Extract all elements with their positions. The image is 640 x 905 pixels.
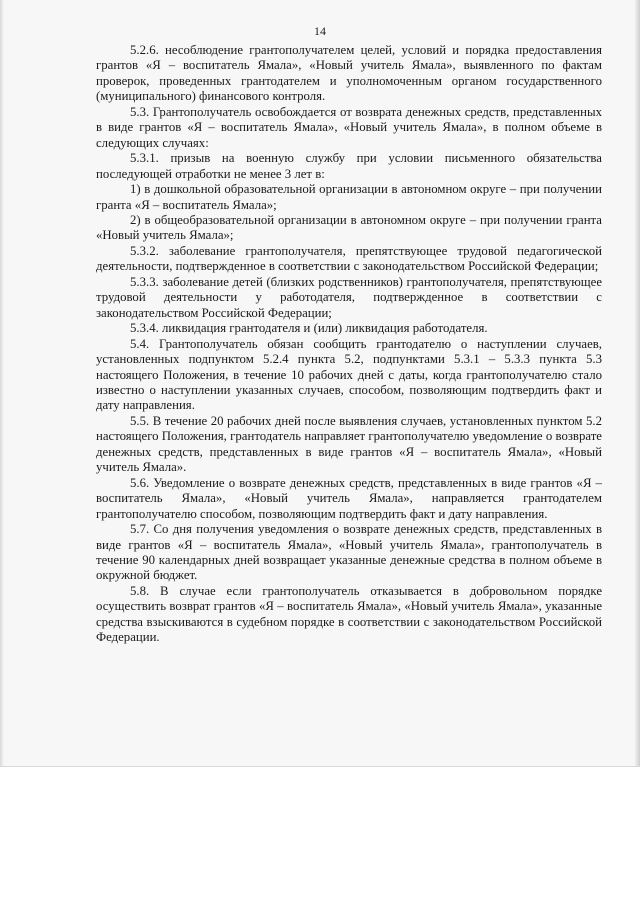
- page-edge-left: [0, 0, 4, 766]
- paragraph-5-6: 5.6. Уведомление о возврате денежных средств, представленных в виде грантов «Я – воспитатель Ямала», «Новый учитель Ямала», направляется грантодателем грантополучателю способом, позволяющим подтвердить факт и дату направления.: [96, 475, 602, 521]
- paragraph-5-7: 5.7. Со дня получения уведомления о возврате денежных средств, представленных в виде грантов «Я – воспитатель Ямала», «Новый учитель Ямала», грантополучатель в течение 90 календарных дней возвращает указанные денежные средства в полном объеме в окружной бюджет.: [96, 522, 602, 583]
- paragraph-5-5: 5.5. В течение 20 рабочих дней после выявления случаев, установленных пунктом 5.2 настоящего Положения, грантодатель направляет грантополучателю уведомление о возврате денежных средств, представленных в виде грантов «Я – воспитатель Ямала», «Новый учитель Ямала».: [96, 413, 602, 475]
- paragraph-5-3-1: 5.3.1. призыв на военную службу при условии письменного обязательства последующей отработки не менее 3 лет в:: [96, 151, 602, 181]
- paragraph-5-3-3: 5.3.3. заболевание детей (близких родственников) грантополучателя, препятствующее трудовой деятельности у работодателя, подтвержденное в соответствии с законодательством Российской Федерации;: [96, 274, 602, 320]
- paragraph-5-3-1-item-1: 1) в дошкольной образовательной организации в автономном округе – при получении гранта «Я – воспитатель Ямала»;: [96, 182, 602, 212]
- document-body: [96, 43, 602, 646]
- paragraph-5-2-6: 5.2.6. несоблюдение грантополучателем целей, условий и порядка предоставления грантов «Я – воспитатель Ямала», «Новый учитель Ямала», выявленного по фактам проверок, проведенных грантодателем и уполномоченным органом государственного (муниципального) финансового контроля.: [96, 43, 602, 104]
- paragraph-5-3-2: 5.3.2. заболевание грантополучателя, препятствующее трудовой педагогической деятельности, подтвержденное в соответствии с законодательством Российской Федерации;: [96, 243, 602, 274]
- page-edge-right: [634, 0, 640, 766]
- paragraph-5-3-4: 5.3.4. ликвидация грантодателя и (или) ликвидация работодателя.: [130, 321, 488, 336]
- paragraph-5-8: 5.8. В случае если грантополучатель отказывается в добровольном порядке осуществить возврат грантов «Я – воспитатель Ямала», «Новый учитель Ямала», указанные средства взыскиваются в судебном порядке в соответствии с законодательством Российской Федерации.: [96, 583, 602, 645]
- paragraph-5-3: 5.3. Грантополучатель освобождается от возврата денежных средств, представленных в виде грантов «Я – воспитатель Ямала», «Новый учитель Ямала», в полном объеме в следующих случаях:: [96, 104, 602, 150]
- page-number: 14: [314, 24, 326, 38]
- paragraph-5-4: 5.4. Грантополучатель обязан сообщить грантодателю о наступлении случаев, установленных подпунктом 5.2.4 пункта 5.2, подпунктами 5.3.1 – 5.3.3 пункта 5.3 настоящего Положения, в течение 10 рабочих дней с даты, когда грантополучателю стало известно о наступлении указанных случаев, способом, позволяющим подтвердить факт и дату направления.: [96, 336, 602, 413]
- paragraph-5-3-1-item-2: 2) в общеобразовательной организации в автономном округе – при получении гранта «Новый учитель Ямала»;: [96, 212, 602, 243]
